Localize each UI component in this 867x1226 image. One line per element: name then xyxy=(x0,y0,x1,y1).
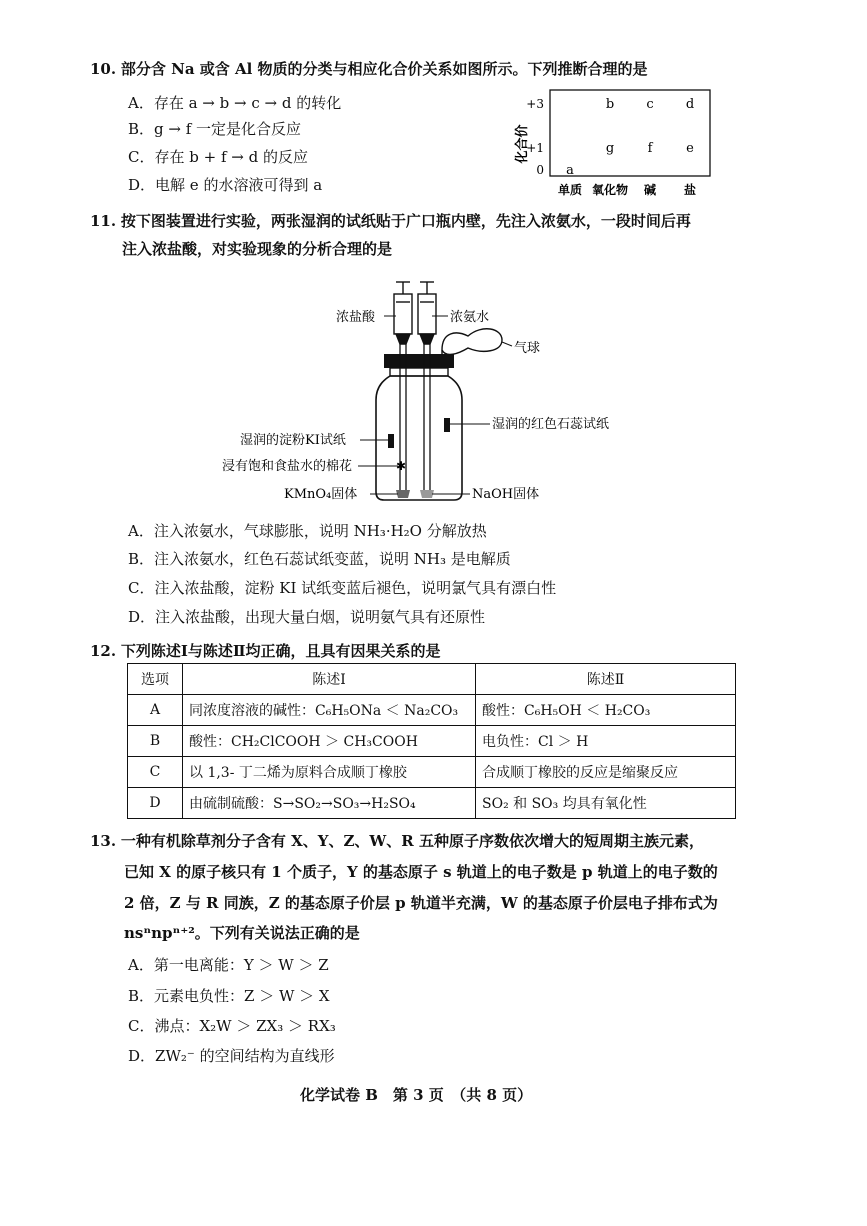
chart-y-tick-label: +3 xyxy=(526,97,544,111)
chart-point-f: f xyxy=(647,141,653,156)
cotton-mark: ✱ xyxy=(396,459,407,473)
q10-stem: 10. 部分含 Na 或含 Al 物质的分类与相应化合价关系如图所示。下列推断合理的是 xyxy=(90,60,648,78)
label-kmno4: KMnO₄固体 xyxy=(284,487,358,502)
stopper xyxy=(384,354,454,368)
chart-point-g: g xyxy=(605,141,615,156)
chart-x-tick-label: 碱 xyxy=(643,183,657,197)
q13-stem-line1: 13. 一种有机除草剂分子含有 X、Y、Z、W、R 五种原子序数依次增大的短周期主族元素， xyxy=(90,832,704,850)
q13-stem-line4: nsⁿnpⁿ⁺²。下列有关说法正确的是 xyxy=(124,924,360,942)
label-conc-hcl: 浓盐酸 xyxy=(336,310,376,325)
q10-option-d: D．电解 e 的水溶液可得到 a xyxy=(128,176,323,194)
kmno4-solid xyxy=(396,490,410,498)
q13-stem-line3: 2 倍，Z 与 R 同族，Z 的基态原子价层 p 轨道半充满，W 的基态原子价层电子排布式为 xyxy=(124,894,718,912)
chart-point-d: d xyxy=(685,97,695,112)
label-cotton: 浸有饱和食盐水的棉花 xyxy=(222,459,353,474)
label-naoh: NaOH固体 xyxy=(472,487,540,502)
header-statement-1: 陈述Ⅰ xyxy=(183,664,476,695)
q11-option-b: B．注入浓氨水，红色石蕊试纸变蓝，说明 NH₃ 是电解质 xyxy=(128,550,511,568)
chart-x-tick-label: 盐 xyxy=(683,183,697,197)
q11-option-d: D．注入浓盐酸，出现大量白烟，说明氨气具有还原性 xyxy=(128,608,486,626)
table-row: B 酸性：CH₂ClCOOH ＞ CH₃COOH 电负性：Cl ＞ H xyxy=(128,726,736,757)
ki-paper xyxy=(388,434,394,448)
table-row: D 由硫制硫酸：S→SO₂→SO₃→H₂SO₄ SO₂ 和 SO₃ 均具有氧化性 xyxy=(128,788,736,819)
chart-point-a: a xyxy=(566,163,574,178)
q13-stem-line2: 已知 X 的原子核只有 1 个质子，Y 的基态原子 s 轨道上的电子数是 p 轨道上的电子数的 xyxy=(124,863,718,881)
header-statement-2: 陈述Ⅱ xyxy=(476,664,736,695)
q11-stem-line2: 注入浓盐酸，对实验现象的分析合理的是 xyxy=(122,240,393,258)
q13-option-d: D．ZW₂⁻ 的空间结构为直线形 xyxy=(128,1047,335,1065)
header-option: 选项 xyxy=(128,664,183,695)
syringe-left xyxy=(394,282,412,344)
chart-point-c: c xyxy=(646,97,654,112)
q13-option-a: A．第一电离能：Y ＞ W ＞ Z xyxy=(128,956,329,974)
label-red-litmus: 湿润的红色石蕊试纸 xyxy=(492,417,610,432)
chart-y-tick-label: +1 xyxy=(526,141,544,155)
table-row: A 同浓度溶液的碱性：C₆H₅ONa ＜ Na₂CO₃ 酸性：C₆H₅OH ＜ H₂CO₃ xyxy=(128,695,736,726)
q11-stem-line1: 11. 按下图装置进行实验，两张湿润的试纸贴于广口瓶内壁，先注入浓氨水，一段时间后再 xyxy=(90,212,691,230)
chart-x-tick-label: 单质 xyxy=(557,183,583,197)
bottle-neck xyxy=(390,368,448,376)
chart-y-tick-label: 0 xyxy=(536,163,544,177)
q10-option-c: C．存在 b + f → d 的反应 xyxy=(128,148,308,166)
balloon xyxy=(442,329,502,358)
table-header-row xyxy=(128,664,736,695)
q10-valence-chart xyxy=(508,84,718,202)
chart-point-e: e xyxy=(686,141,694,156)
q11-option-a: A．注入浓氨水，气球膨胀，说明 NH₃·H₂O 分解放热 xyxy=(128,522,487,540)
litmus-paper xyxy=(444,418,450,432)
q10-option-b: B．g → f 一定是化合反应 xyxy=(128,120,302,138)
label-starch-ki: 湿润的淀粉KI试纸 xyxy=(240,433,346,448)
label-balloon: 气球 xyxy=(514,341,541,356)
q10-option-a: A．存在 a → b → c → d 的转化 xyxy=(128,94,342,112)
syringe-right xyxy=(418,282,436,344)
q11-option-c: C．注入浓盐酸，淀粉 KI 试纸变蓝后褪色，说明氯气具有漂白性 xyxy=(128,579,557,597)
chart-ylabel: 化合价 xyxy=(515,124,530,164)
naoh-solid xyxy=(420,490,434,498)
label-conc-ammonia: 浓氨水 xyxy=(450,310,490,325)
page-footer: 化学试卷 B 第 3 页 （共 8 页） xyxy=(300,1086,533,1104)
chart-point-b: b xyxy=(605,97,615,112)
q12-statement-table xyxy=(127,663,736,819)
q13-option-b: B．元素电负性：Z ＞ W ＞ X xyxy=(128,987,330,1005)
table-row: C 以 1,3- 丁二烯为原料合成顺丁橡胶 合成顺丁橡胶的反应是缩聚反应 xyxy=(128,757,736,788)
q11-apparatus-diagram xyxy=(220,272,640,508)
q13-option-c: C．沸点：X₂W ＞ ZX₃ ＞ RX₃ xyxy=(128,1017,336,1035)
chart-x-tick-label: 氧化物 xyxy=(591,183,629,197)
q12-stem: 12. 下列陈述Ⅰ与陈述Ⅱ均正确，且具有因果关系的是 xyxy=(90,642,441,660)
